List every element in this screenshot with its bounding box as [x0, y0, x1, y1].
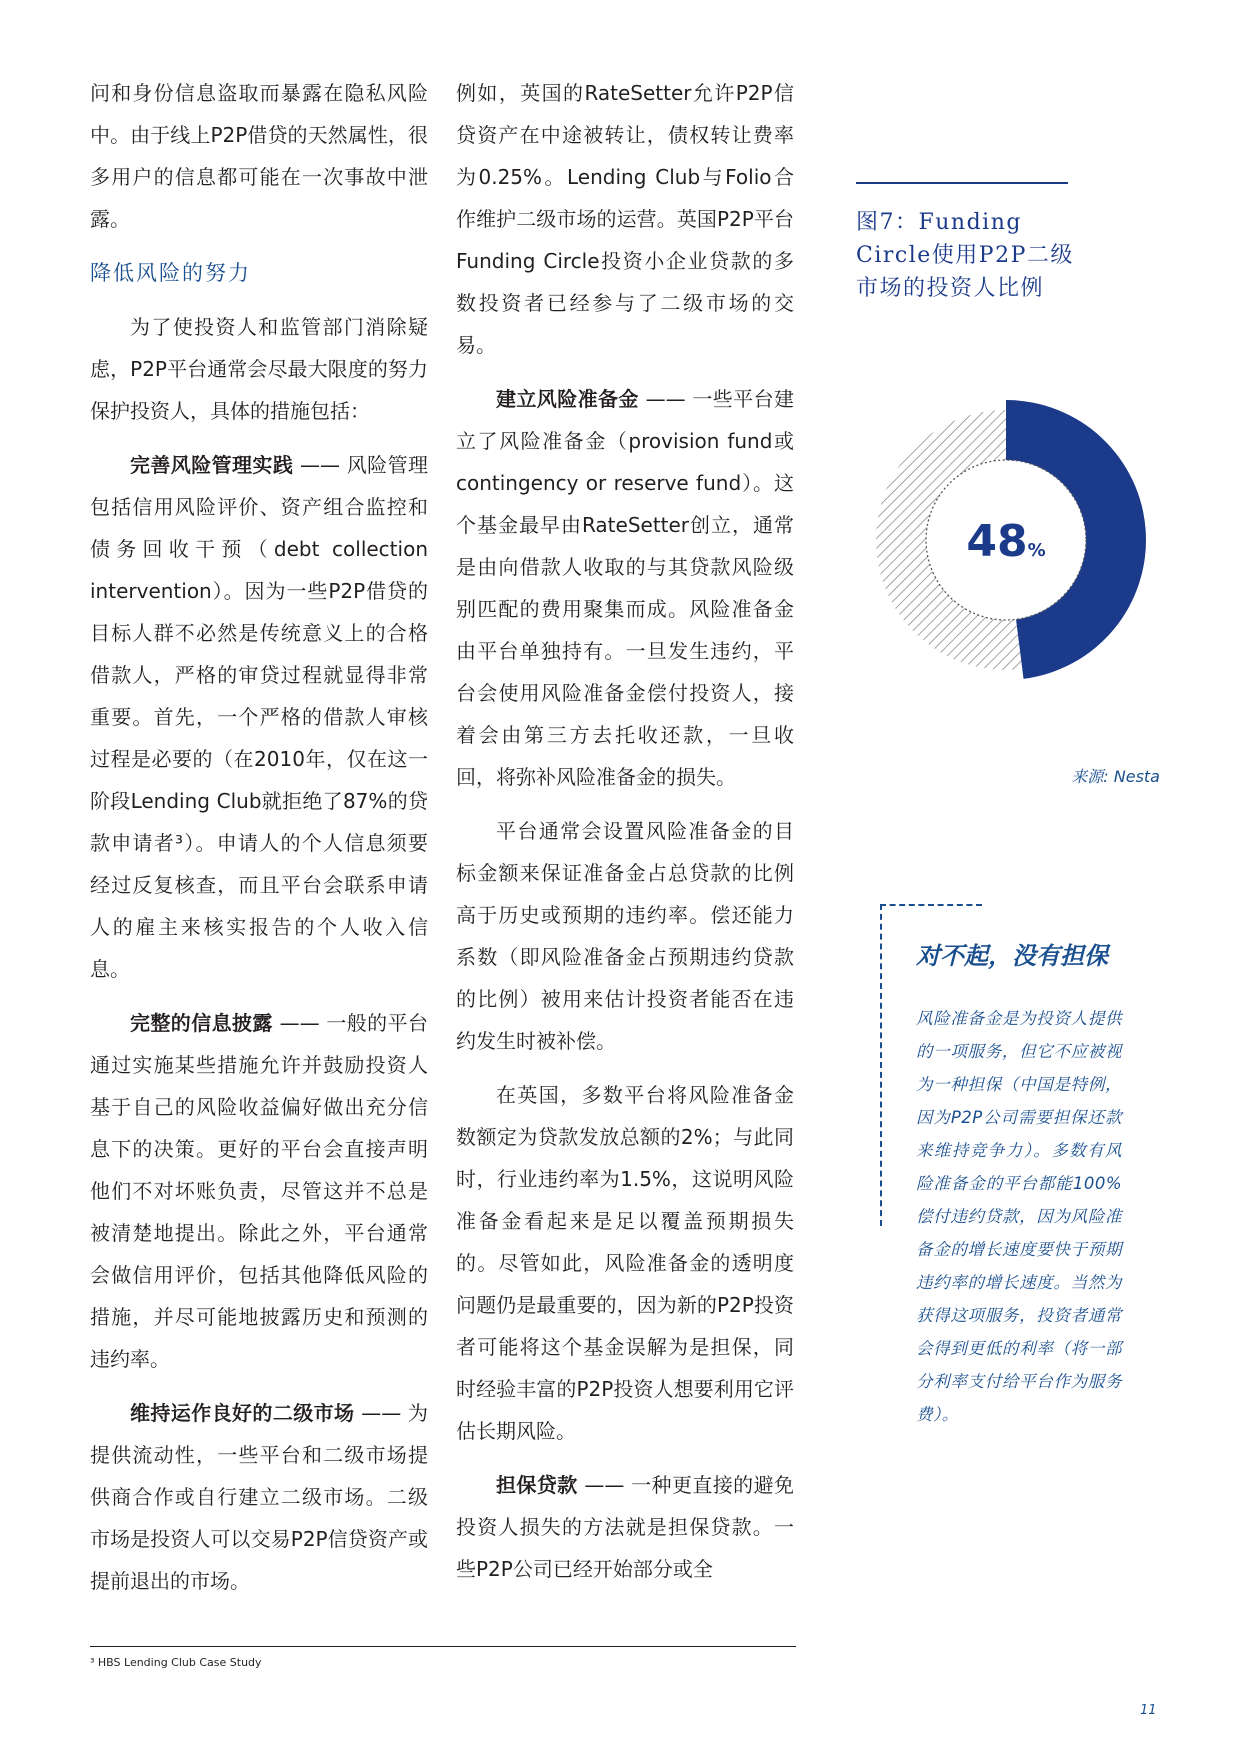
footnote-rule — [90, 1646, 796, 1647]
paragraph-text: —— 风险管理包括信用风险评价、资产组合监控和债务回收干预（debt collection intervention）。因为一些P2P借贷的目标人群不必然是传统意义上的合格借款人，严格的审贷过程就显得非常重要。首先，一个严格的借款人审核过程是必要的（在2010年，仅在这一阶段Lending Club就拒绝了87%的贷款申请者³）。申请人的个人信息须要经过反复核查，而且平台会联系申请人的雇主来核实报告的个人收入信息。 — [90, 453, 428, 981]
paragraph-text: —— 一些平台建立了风险准备金（provision fund或contingency or reserve fund）。这个基金最早由RateSetter创立，通常是由向借款人收取的与其贷款风险级别匹配的费用聚集而成。风险准备金由平台单独持有。一旦发生违约，平台会使用风险准备金偿付投资人，接着会由第三方去托收还款，一旦收回，将弥补风险准备金的损失。 — [456, 387, 794, 789]
paragraph: 平台通常会设置风险准备金的目标金额来保证准备金占总贷款的比例高于历史或预期的违约率。偿还能力系数（即风险准备金占预期违约贷款的比例）被用来估计投资者能否在违约发生时被补偿。 — [456, 819, 794, 1053]
paragraph: 在英国，多数平台将风险准备金数额定为贷款发放总额的2%；与此同时，行业违约率为1.5%，这说明风险准备金看起来是足以覆盖预期损失的。尽管如此，风险准备金的透明度问题仍是最重要的，因为新的P2P投资者可能将这个基金误解为是担保，同时经验丰富的P2P投资人想要利用它评估长期风险。 — [456, 1083, 794, 1443]
paragraph-lead: 完整的信息披露 — [130, 1011, 273, 1035]
body-column-middle — [456, 72, 794, 1602]
paragraph-text: —— 一般的平台通过实施某些措施允许并鼓励投资人基于自己的风险收益偏好做出充分信息下的决策。更好的平台会直接声明他们不对坏账负责，尽管这并不总是被清楚地提出。除此之外，平台通常会做信用评价，包括其他降低风险的措施，并尽可能地披露历史和预测的违约率。 — [90, 1011, 428, 1371]
paragraph-lead: 完善风险管理实践 — [130, 453, 294, 477]
paragraph — [90, 444, 428, 990]
paragraph — [456, 378, 794, 798]
paragraph — [90, 1392, 428, 1602]
footnote: ³ HBS Lending Club Case Study — [90, 1656, 262, 1669]
paragraph — [456, 1464, 794, 1590]
sidebar-title: 对不起，没有担保 — [916, 942, 1108, 970]
donut-value: 48 — [966, 516, 1028, 567]
paragraph-lead: 维持运作良好的二级市场 — [130, 1401, 355, 1425]
paragraph: 为了使投资人和监管部门消除疑虑，P2P平台通常会尽最大限度的努力保护投资人，具体的措施包括： — [90, 315, 428, 423]
paragraph — [90, 1002, 428, 1380]
paragraph: 问和身份信息盗取而暴露在隐私风险中。由于线上P2P借贷的天然属性，很多用户的信息都可能在一次事故中泄露。 — [90, 81, 428, 231]
paragraph-text: —— 为提供流动性，一些平台和二级市场提供商合作或自行建立二级市场。二级市场是投资人可以交易P2P信贷资产或提前退出的市场。 — [90, 1401, 428, 1593]
donut-value-unit: % — [1027, 540, 1046, 561]
paragraph: 例如，英国的RateSetter允许P2P信贷资产在中途被转让，债权转让费率为0.25%。Lending Club与Folio合作维护二级市场的运营。英国P2P平台Funding Circle投资小企业贷款的多数投资者已经参与了二级市场的交易。 — [456, 81, 794, 357]
sidebar-body: 风险准备金是为投资人提供的一项服务，但它不应被视为一种担保（中国是特例，因为P2P公司需要担保还款来维持竞争力）。多数有风险准备金的平台都能100%偿付违约贷款，因为风险准备金的增长速度要快于预期违约率的增长速度。当然为获得这项服务，投资者通常会得到更低的利率（将一部分利率支付给平台作为服务费）。 — [916, 1009, 1122, 1424]
paragraph-lead: 建立风险准备金 — [496, 387, 639, 411]
figure-title: 图7：Funding Circle使用P2P二级市场的投资人比例 — [856, 210, 1074, 301]
figure-source: 来源: Nesta — [1071, 767, 1160, 786]
donut-chart — [856, 390, 1156, 690]
figure-top-rule — [856, 182, 1068, 184]
paragraph-lead: 担保贷款 — [496, 1473, 578, 1497]
paragraph-text: —— 一种更直接的避免投资人损失的方法就是担保贷款。一些P2P公司已经开始部分或全 — [456, 1473, 794, 1581]
page-number: 11 — [1140, 1703, 1157, 1718]
section-heading: 降低风险的努力 — [90, 261, 251, 285]
body-column-left — [90, 72, 428, 1614]
